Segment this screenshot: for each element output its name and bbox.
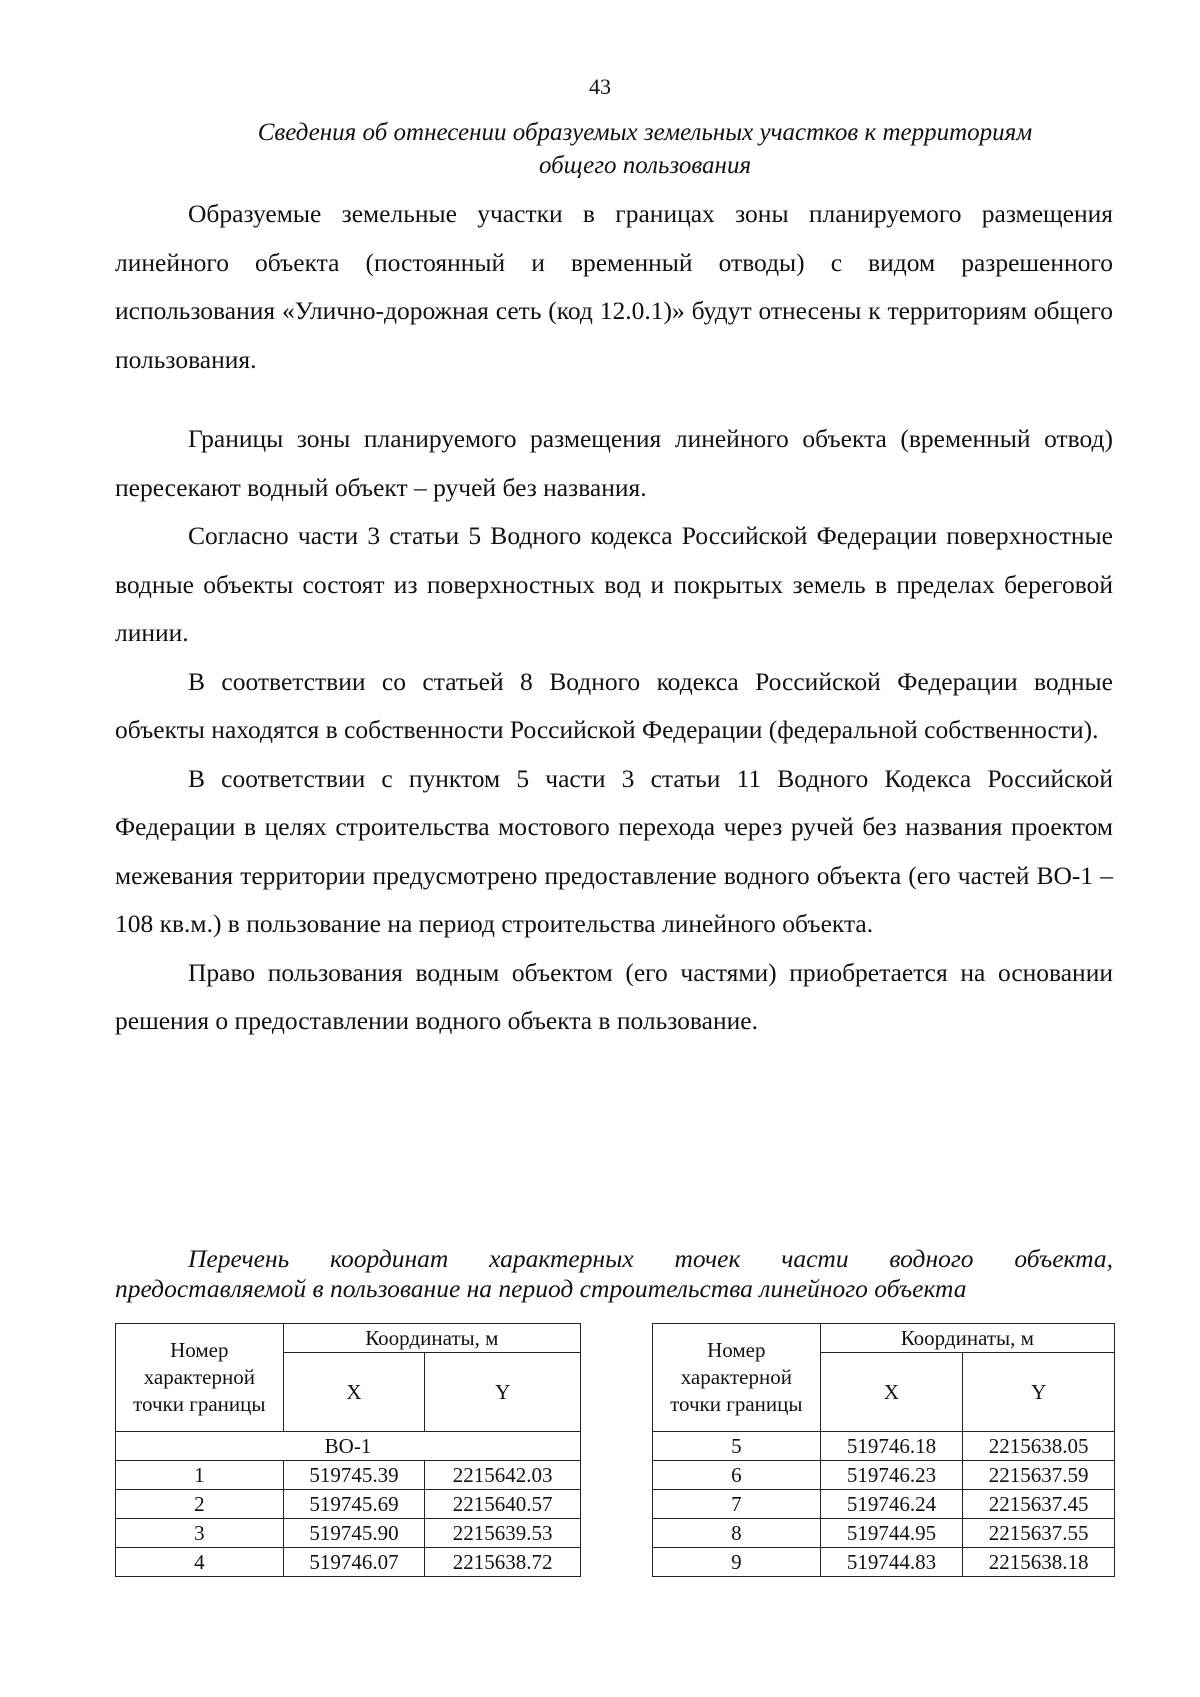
cell-point: 9 xyxy=(653,1548,821,1577)
paragraph: Образуемые земельные участки в границах зоны планируемого размещения линейного объекта (постоянный и временный отводы) с видом разрешенного использования «Улично-дорожная сеть (код 12.0.1)» будут отнесены к территориям общего пользования. xyxy=(115,199,1113,374)
table-row xyxy=(116,1519,581,1548)
header-point-number: Номер характерной точки границы xyxy=(653,1324,821,1432)
table-row xyxy=(653,1519,1115,1548)
coordinates-table-right xyxy=(652,1323,1115,1577)
header-point-number: Номер характерной точки границы xyxy=(116,1324,284,1432)
cell-x: 519746.23 xyxy=(820,1461,963,1490)
paragraph: В соответствии со статьей 8 Водного кодекса Российской Федерации водные объекты находятся в собственности Российской Федерации (федеральной собственности). xyxy=(115,666,1113,744)
cell-x: 519746.07 xyxy=(283,1548,425,1577)
table-row xyxy=(653,1490,1115,1519)
caption-word: координат xyxy=(330,1244,449,1273)
cell-x: 519744.95 xyxy=(820,1519,963,1548)
caption-word: водного xyxy=(889,1244,974,1273)
paragraph: Границы зоны планируемого размещения линейного объекта (временный отвод) пересекают водный объект – ручей без названия. xyxy=(115,424,1113,502)
table-row xyxy=(116,1461,581,1490)
table-row xyxy=(116,1490,581,1519)
section-heading-line-2: общего пользования xyxy=(538,152,752,179)
cell-point: 8 xyxy=(653,1519,821,1548)
table-row xyxy=(653,1461,1115,1490)
cell-x: 519746.18 xyxy=(820,1432,963,1461)
cell-y: 2215638.05 xyxy=(963,1432,1115,1461)
header-y: Y xyxy=(425,1353,581,1432)
table-row xyxy=(116,1548,581,1577)
cell-point: 4 xyxy=(116,1548,284,1577)
cell-x: 519745.90 xyxy=(283,1519,425,1548)
cell-point: 6 xyxy=(653,1461,821,1490)
caption-word: части xyxy=(781,1244,849,1273)
cell-x: 519744.83 xyxy=(820,1548,963,1577)
cell-point: 5 xyxy=(653,1432,821,1461)
body-text-block-2 xyxy=(115,415,1113,1046)
cell-y: 2215640.57 xyxy=(425,1490,581,1519)
cell-y: 2215638.18 xyxy=(963,1548,1115,1577)
paragraph: В соответствии с пунктом 5 части 3 статьи 11 Водного Кодекса Российской Федерации в целях строительства мостового перехода через ручей без названия проектом межевания территории предусмотрено предоставление водного объекта (его частей ВО-1 – 108 кв.м.) в пользование на период строительства линейного объекта. xyxy=(115,763,1113,938)
caption-word: объекта, xyxy=(1014,1244,1113,1273)
table-caption xyxy=(115,1244,1113,1304)
paragraph: Право пользования водным объектом (его частями) приобретается на основании решения о предоставлении водного объекта в пользование. xyxy=(115,957,1113,1035)
cell-point: 3 xyxy=(116,1519,284,1548)
section-heading xyxy=(180,116,1110,182)
table-row xyxy=(653,1548,1115,1577)
header-coordinates: Координаты, м xyxy=(283,1324,580,1353)
table-row xyxy=(653,1432,1115,1461)
cell-y: 2215638.72 xyxy=(425,1548,581,1577)
cell-y: 2215639.53 xyxy=(425,1519,581,1548)
group-label: ВО-1 xyxy=(116,1432,581,1461)
body-text-block-1 xyxy=(115,190,1113,384)
table-caption-line-1 xyxy=(115,1244,1113,1274)
cell-y: 2215637.45 xyxy=(963,1490,1115,1519)
caption-word: точек xyxy=(674,1244,741,1273)
caption-word: характерных xyxy=(489,1244,634,1273)
page-number: 43 xyxy=(589,74,611,99)
caption-word: Перечень xyxy=(188,1244,290,1273)
cell-x: 519745.69 xyxy=(283,1490,425,1519)
cell-x: 519745.39 xyxy=(283,1461,425,1490)
cell-point: 2 xyxy=(116,1490,284,1519)
header-x: X xyxy=(283,1353,425,1432)
table-caption-line-2: предоставляемой в пользование на период строительства линейного объекта xyxy=(115,1274,967,1303)
paragraph: Согласно части 3 статьи 5 Водного кодекса Российской Федерации поверхностные водные объекты состоят из поверхностных вод и покрытых земель в пределах береговой линии. xyxy=(115,521,1113,647)
coordinates-table-left xyxy=(115,1323,581,1577)
header-y: Y xyxy=(963,1353,1115,1432)
header-x: X xyxy=(820,1353,963,1432)
cell-point: 1 xyxy=(116,1461,284,1490)
section-heading-line-1: Сведения об отнесении образуемых земельных участков к территориям xyxy=(257,119,1033,146)
header-coordinates: Координаты, м xyxy=(820,1324,1114,1353)
cell-y: 2215637.59 xyxy=(963,1461,1115,1490)
cell-point: 7 xyxy=(653,1490,821,1519)
cell-y: 2215642.03 xyxy=(425,1461,581,1490)
cell-y: 2215637.55 xyxy=(963,1519,1115,1548)
cell-x: 519746.24 xyxy=(820,1490,963,1519)
